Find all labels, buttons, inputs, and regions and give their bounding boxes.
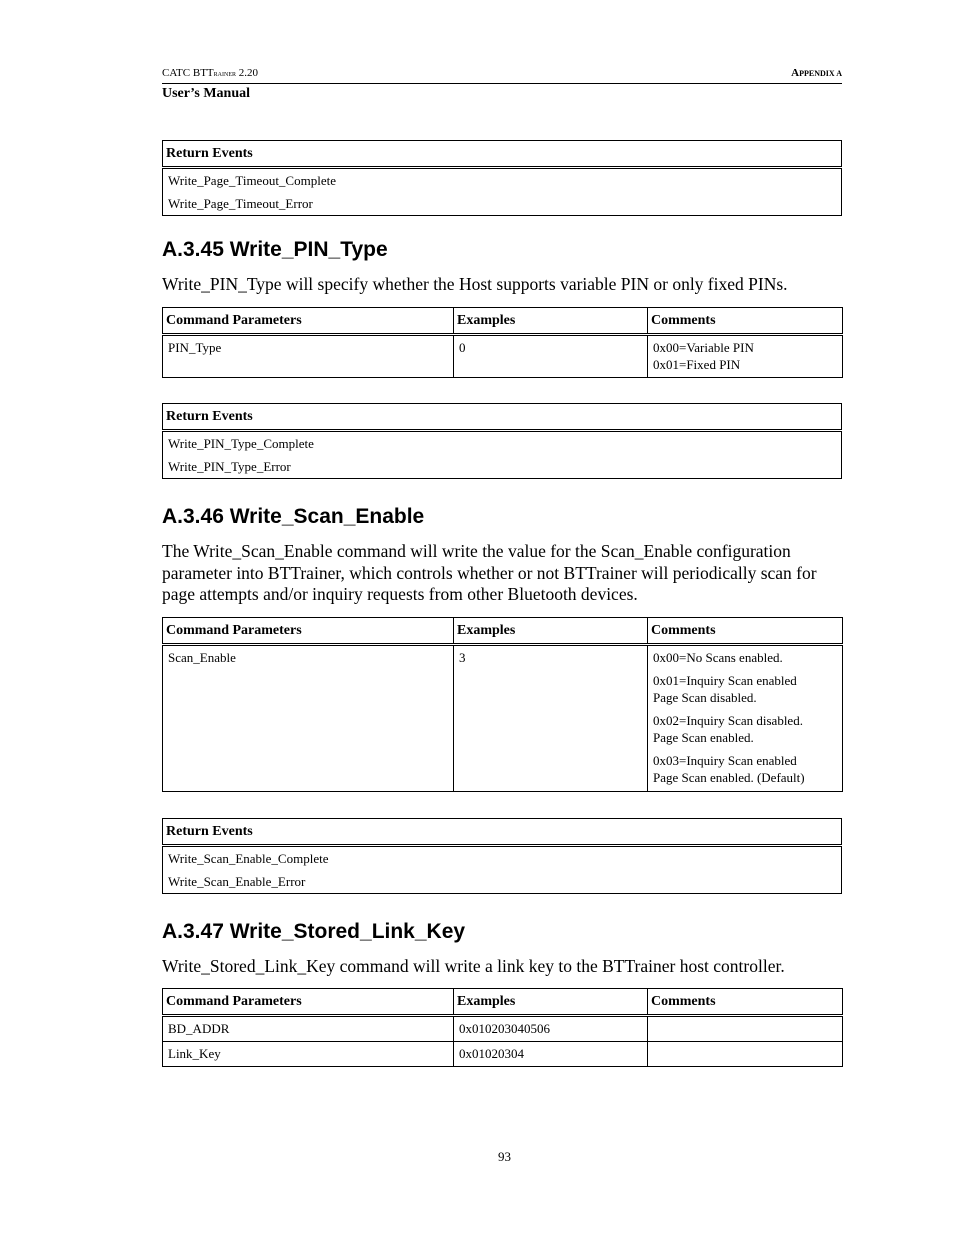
header-product-smallcaps: rainer: [213, 68, 236, 78]
comment-line: 0x03=Inquiry Scan enabled Page Scan enabled. (Default): [653, 753, 805, 785]
column-header: Command Parameters: [163, 308, 454, 335]
example-cell: 0x01020304: [454, 1042, 648, 1067]
table-header: Return Events: [163, 819, 842, 846]
comments-cell: [648, 335, 843, 378]
header-product: [162, 67, 258, 79]
param-cell: PIN_Type: [163, 335, 454, 378]
table-header: Return Events: [163, 141, 842, 168]
table-row: [163, 335, 843, 378]
header-appendix-letter: A: [834, 69, 842, 78]
column-header: Command Parameters: [163, 618, 454, 645]
comment-line: 0x00=Variable PIN: [653, 340, 754, 355]
comment-line: 0x01=Fixed PIN: [653, 357, 741, 372]
header-appendix: [791, 67, 842, 79]
column-header: Examples: [454, 618, 648, 645]
param-cell: BD_ADDR: [163, 1016, 454, 1042]
command-parameters-table-scan-enable: [162, 617, 843, 792]
comments-cell: [648, 1042, 843, 1067]
header-product-name: CATC BTT: [162, 67, 214, 79]
comments-cell: [648, 1016, 843, 1042]
comment-line: 0x01=Inquiry Scan enabled Page Scan disabled.: [653, 673, 797, 705]
page-number: 93: [498, 1149, 511, 1164]
param-cell: Scan_Enable: [163, 645, 454, 792]
header-subtitle: User’s Manual: [162, 86, 251, 101]
column-header: Examples: [454, 989, 648, 1016]
table-row: [163, 645, 843, 792]
column-header: Comments: [648, 618, 843, 645]
table-row: Write_Page_Timeout_Complete: [163, 168, 842, 193]
command-parameters-table-stored-link-key: [162, 988, 843, 1067]
table-row: [163, 1042, 843, 1067]
example-cell: 3: [454, 645, 648, 792]
section-body-write-pin-type: Write_PIN_Type will specify whether the Host supports variable PIN or only fixed PINs.: [162, 274, 788, 294]
section-body-write-stored-link-key: Write_Stored_Link_Key command will write a link key to the BTTrainer host controller.: [162, 956, 785, 976]
section-heading-write-pin-type: A.3.45 Write_PIN_Type: [162, 238, 388, 261]
comment-line: 0x00=No Scans enabled.: [653, 650, 783, 665]
column-header: Examples: [454, 308, 648, 335]
column-header: Comments: [648, 308, 843, 335]
section-heading-write-stored-link-key: A.3.47 Write_Stored_Link_Key: [162, 920, 466, 943]
header-appendix-initial: A: [791, 67, 800, 79]
return-events-table-page-timeout: [162, 140, 842, 216]
column-header: Comments: [648, 989, 843, 1016]
command-parameters-table-pin-type: [162, 307, 843, 378]
table-header: Return Events: [163, 404, 842, 431]
comment-line: 0x02=Inquiry Scan disabled. Page Scan enabled.: [653, 713, 803, 745]
example-cell: 0x010203040506: [454, 1016, 648, 1042]
column-header: Command Parameters: [163, 989, 454, 1016]
section-body-write-scan-enable: The Write_Scan_Enable command will write the value for the Scan_Enable configuration parameter into BTTrainer, which controls whether or not BTTrainer will periodically scan for page attempts and/or inquiry requests from other Bluetooth devices.: [162, 541, 817, 604]
table-row: Write_Page_Timeout_Error: [163, 192, 842, 216]
header-appendix-rest: PPENDIX: [799, 69, 835, 78]
param-cell: Link_Key: [163, 1042, 454, 1067]
running-header: [162, 67, 842, 84]
return-events-table-scan-enable: [162, 818, 842, 894]
comments-cell: [648, 645, 843, 792]
table-row: Write_Scan_Enable_Complete: [163, 846, 842, 871]
table-row: Write_PIN_Type_Complete: [163, 431, 842, 456]
example-cell: 0: [454, 335, 648, 378]
section-heading-write-scan-enable: A.3.46 Write_Scan_Enable: [162, 505, 425, 528]
return-events-table-pin-type: [162, 403, 842, 479]
table-row: Write_PIN_Type_Error: [163, 455, 842, 479]
table-row: [163, 1016, 843, 1042]
header-version: 2.20: [236, 67, 258, 79]
table-row: Write_Scan_Enable_Error: [163, 870, 842, 894]
